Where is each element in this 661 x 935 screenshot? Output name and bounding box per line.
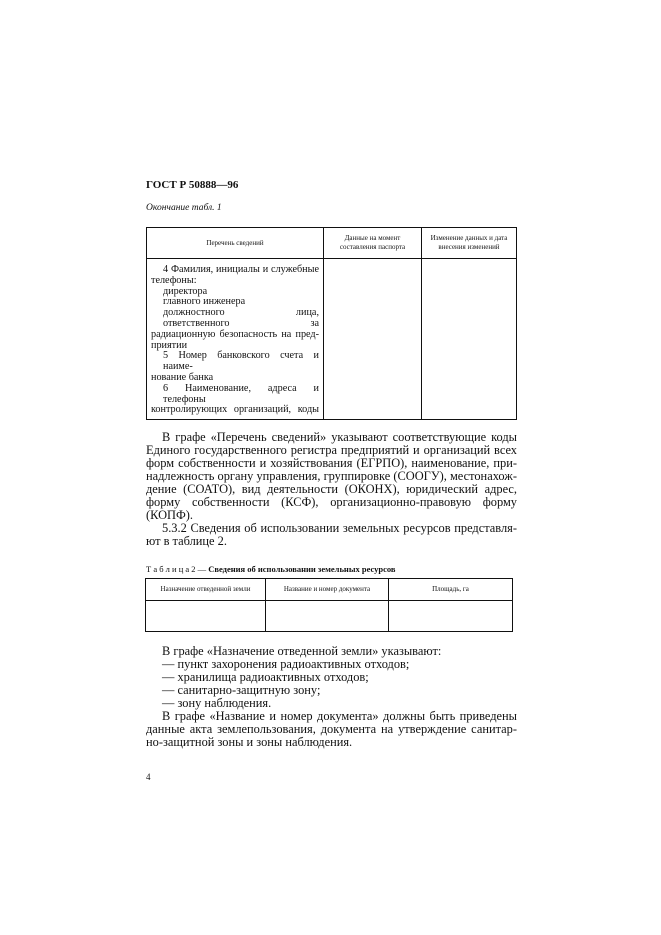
table-1 xyxy=(146,227,517,420)
table1-cell-changes xyxy=(422,259,517,420)
page-column xyxy=(146,0,517,783)
table-row-text: телефоны: xyxy=(151,274,197,286)
table-2-caption-title: Сведения об использовании земельных ресурсов xyxy=(208,564,396,575)
table-row-text: радиационную безопасность на пред- xyxy=(151,328,319,340)
text-line: но-защитной зоны и зоны наблюдения. xyxy=(146,735,353,750)
table2-header-purpose: Назначение отведенной земли xyxy=(146,579,266,601)
text-line: В графе «Назначение отведенной земли» указывают: xyxy=(162,644,442,659)
table-row-text: должностного лица, ответственного за xyxy=(163,307,319,329)
text-line: Единого государственного регистра предприятий и организаций всех xyxy=(146,443,517,458)
table1-header-data: Данные на момент составления паспорта xyxy=(324,228,422,259)
text-line: дение (СОАТО), вид деятельности (ОКОНХ), юридический адрес, xyxy=(146,482,517,497)
text-line: — санитарно-защитную зону; xyxy=(162,683,321,698)
table2-cell xyxy=(146,601,266,632)
table-row-text: директора xyxy=(163,285,208,297)
table-row-text: 6 Наименование, адреса и телефоны xyxy=(163,382,319,405)
text-line: (КОПФ). xyxy=(146,508,193,523)
table1-cell-data xyxy=(324,259,422,420)
table1-cell-list xyxy=(147,259,324,420)
table1-header-changes: Изменение данных и дата внесения изменений xyxy=(422,228,517,259)
table-2-caption xyxy=(146,564,517,575)
text-line: надлежность органу управления, группировке (СООГУ), местонахож- xyxy=(146,469,517,484)
table-continuation-label: Окончание табл. 1 xyxy=(146,203,222,213)
table-2 xyxy=(145,578,513,632)
text-line: форм собственности и хозяйствования (ЕГРПО), наименование, при- xyxy=(146,456,517,471)
table-row-text: 5 Номер банковского счета и наиме- xyxy=(163,350,319,373)
table-row-text: 4 Фамилия, инициалы и служебные xyxy=(163,264,319,275)
text-line: — хранилища радиоактивных отходов; xyxy=(162,670,369,685)
text-line: — пункт захоронения радиоактивных отходов; xyxy=(162,657,410,672)
text-line: данные акта землепользования, документа на утверждение санитар- xyxy=(146,722,517,737)
document-id: ГОСТ Р 50888—96 xyxy=(146,179,239,191)
table-2-caption-label: Т а б л и ц а 2 — xyxy=(146,564,207,575)
page-number: 4 xyxy=(146,772,151,783)
table1-header-list: Перечень сведений xyxy=(147,228,324,259)
text-line: 5.3.2 Сведения об использовании земельных ресурсов представля- xyxy=(162,521,517,536)
paragraph-2 xyxy=(146,645,517,749)
text-line: — зону наблюдения. xyxy=(162,696,272,711)
table2-cell xyxy=(266,601,389,632)
text-line: В графе «Перечень сведений» указывают соответствующие коды xyxy=(162,430,517,445)
table-row-text: нование банка xyxy=(151,371,214,383)
table-row-text: приятии xyxy=(151,339,188,351)
table2-header-area: Площадь, га xyxy=(389,579,513,601)
text-line: В графе «Название и номер документа» должны быть приведены xyxy=(162,709,517,724)
text-line: ют в таблице 2. xyxy=(146,534,227,549)
table2-header-document: Название и номер документа xyxy=(266,579,389,601)
table2-cell xyxy=(389,601,513,632)
paragraph-1 xyxy=(146,431,517,548)
text-line: форму собственности (КСФ), организационно-правовую форму xyxy=(146,495,517,510)
table-row-text: главного инженера xyxy=(163,296,246,308)
table-row-text: контролирующих организаций, коды xyxy=(151,404,319,416)
